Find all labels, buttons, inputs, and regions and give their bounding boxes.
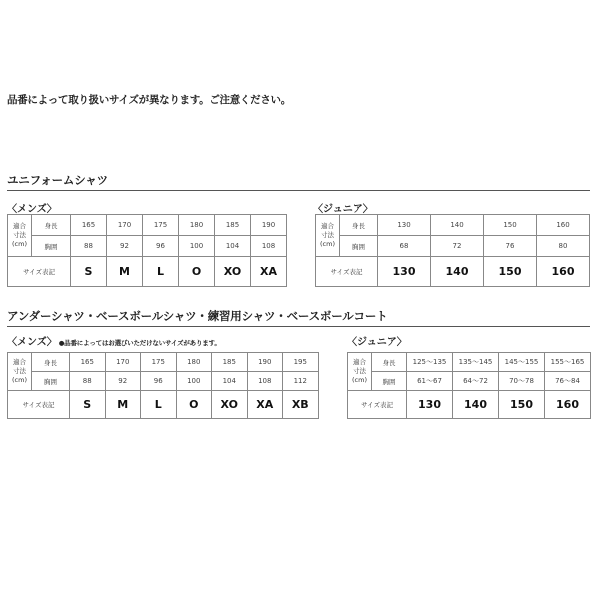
fit-size-label: 適合 寸法 (cm) xyxy=(8,215,32,257)
height-label: 身長 xyxy=(340,215,378,236)
size-cell: 130 xyxy=(378,257,431,287)
group-label-text: 〈メンズ〉 xyxy=(7,337,57,348)
size-notation-label: サイズ表記 xyxy=(8,257,71,287)
size-cell: 140 xyxy=(453,391,499,419)
fit-size-label: 適合 寸法 (cm) xyxy=(348,353,372,391)
height-cell: 190 xyxy=(247,353,283,372)
height-cell: 165 xyxy=(71,215,107,236)
size-notation-label: サイズ表記 xyxy=(316,257,378,287)
section-title-undershirts: アンダーシャツ・ベースボールシャツ・練習用シャツ・ベースボールコート xyxy=(7,309,388,323)
chest-cell: 96 xyxy=(141,372,177,391)
group-label-junior: 〈ジュニア〉 xyxy=(313,204,373,215)
group-label-junior: 〈ジュニア〉 xyxy=(347,337,407,348)
group-label-mens xyxy=(7,333,221,348)
height-cell: 150 xyxy=(484,215,537,236)
chest-cell: 68 xyxy=(378,236,431,257)
section-divider xyxy=(7,326,590,327)
size-notation-label: サイズ表記 xyxy=(348,391,407,419)
size-cell: M xyxy=(107,257,143,287)
size-cell: XB xyxy=(283,391,319,419)
size-cell: 150 xyxy=(499,391,545,419)
size-cell: S xyxy=(70,391,106,419)
height-cell: 180 xyxy=(179,215,215,236)
chest-cell: 72 xyxy=(431,236,484,257)
chest-cell: 61～67 xyxy=(407,372,453,391)
size-cell: 160 xyxy=(537,257,590,287)
height-cell: 190 xyxy=(251,215,287,236)
chest-cell: 92 xyxy=(107,236,143,257)
chest-cell: 64～72 xyxy=(453,372,499,391)
height-cell: 130 xyxy=(378,215,431,236)
availability-note: ●品番によってはお選びいただけないサイズがあります。 xyxy=(58,339,221,347)
size-cell: O xyxy=(176,391,212,419)
height-cell: 155～165 xyxy=(545,353,591,372)
chest-label: 胸囲 xyxy=(32,236,71,257)
height-cell: 145～155 xyxy=(499,353,545,372)
size-cell: L xyxy=(141,391,177,419)
size-cell: S xyxy=(71,257,107,287)
size-cell: XO xyxy=(215,257,251,287)
fit-size-label: 適合 寸法 (cm) xyxy=(8,353,32,391)
chest-cell: 92 xyxy=(105,372,141,391)
size-table-uniform-junior xyxy=(315,214,590,287)
size-cell: O xyxy=(179,257,215,287)
height-cell: 160 xyxy=(537,215,590,236)
height-label: 身長 xyxy=(32,353,70,372)
size-cell: M xyxy=(105,391,141,419)
height-cell: 195 xyxy=(283,353,319,372)
size-cell: XA xyxy=(247,391,283,419)
group-label-mens: 〈メンズ〉 xyxy=(7,204,57,215)
notice-text: 品番によって取り扱いサイズが異なります。ご注意ください。 xyxy=(7,94,291,106)
height-cell: 170 xyxy=(105,353,141,372)
size-cell: 160 xyxy=(545,391,591,419)
height-cell: 185 xyxy=(212,353,248,372)
size-cell: 150 xyxy=(484,257,537,287)
size-cell: XA xyxy=(251,257,287,287)
size-cell: 140 xyxy=(431,257,484,287)
chest-cell: 112 xyxy=(283,372,319,391)
chest-label: 胸囲 xyxy=(32,372,70,391)
chest-cell: 108 xyxy=(251,236,287,257)
section-title-uniform-shirts: ユニフォームシャツ xyxy=(7,173,108,187)
size-table-uniform-mens xyxy=(7,214,287,287)
size-table-undershirt-junior xyxy=(347,352,591,419)
chest-cell: 76～84 xyxy=(545,372,591,391)
height-cell: 135～145 xyxy=(453,353,499,372)
chest-cell: 88 xyxy=(70,372,106,391)
height-cell: 140 xyxy=(431,215,484,236)
height-cell: 170 xyxy=(107,215,143,236)
chest-cell: 96 xyxy=(143,236,179,257)
chest-cell: 100 xyxy=(176,372,212,391)
fit-size-label: 適合 寸法 (cm) xyxy=(316,215,340,257)
chest-cell: 70～78 xyxy=(499,372,545,391)
height-cell: 185 xyxy=(215,215,251,236)
size-cell: L xyxy=(143,257,179,287)
chest-label: 胸囲 xyxy=(372,372,407,391)
chest-cell: 88 xyxy=(71,236,107,257)
height-cell: 125～135 xyxy=(407,353,453,372)
chest-cell: 104 xyxy=(215,236,251,257)
height-label: 身長 xyxy=(32,215,71,236)
chest-cell: 108 xyxy=(247,372,283,391)
chest-label: 胸囲 xyxy=(340,236,378,257)
height-label: 身長 xyxy=(372,353,407,372)
section-divider xyxy=(7,190,590,191)
height-cell: 165 xyxy=(70,353,106,372)
height-cell: 175 xyxy=(143,215,179,236)
chest-cell: 104 xyxy=(212,372,248,391)
size-cell: XO xyxy=(212,391,248,419)
size-cell: 130 xyxy=(407,391,453,419)
size-notation-label: サイズ表記 xyxy=(8,391,70,419)
size-table-undershirt-mens xyxy=(7,352,319,419)
height-cell: 175 xyxy=(141,353,177,372)
chest-cell: 80 xyxy=(537,236,590,257)
chest-cell: 100 xyxy=(179,236,215,257)
chest-cell: 76 xyxy=(484,236,537,257)
height-cell: 180 xyxy=(176,353,212,372)
